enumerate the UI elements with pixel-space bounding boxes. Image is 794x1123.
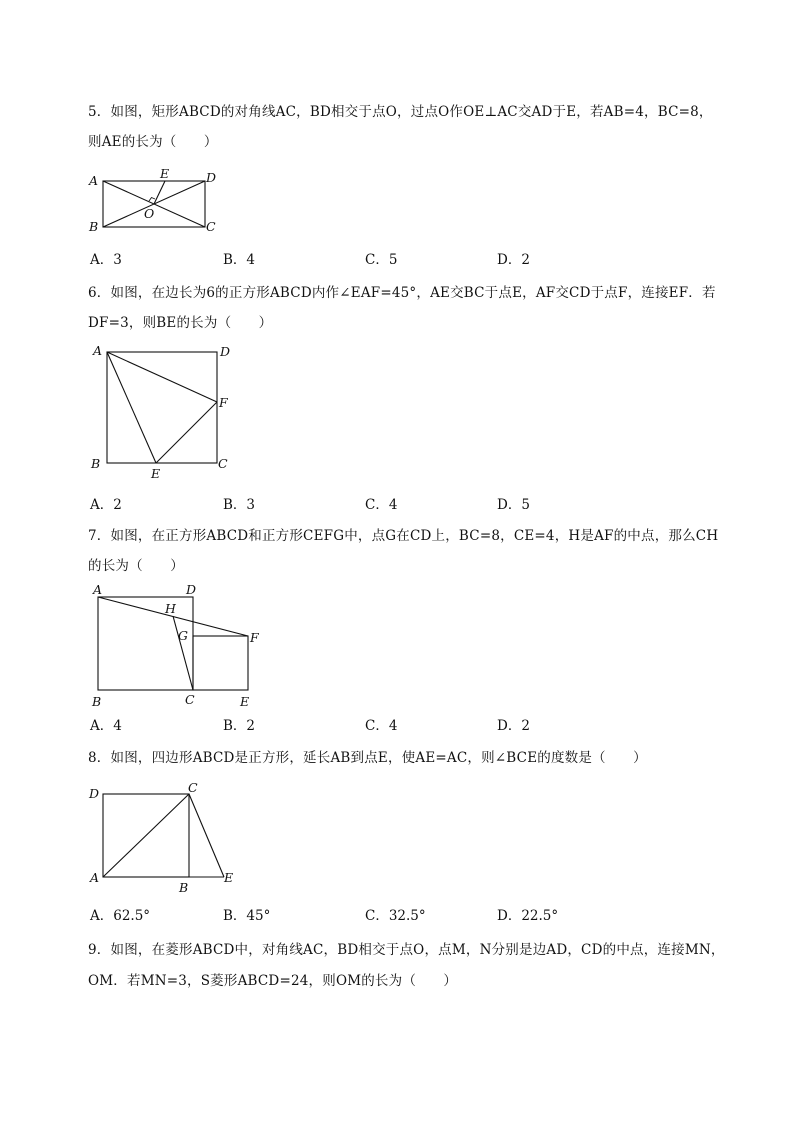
label-b: B (179, 880, 189, 895)
label-a: A (93, 343, 103, 358)
question-7-figure (85, 580, 270, 710)
label-o: O (144, 206, 155, 221)
label-g: G (178, 628, 188, 643)
question-6-figure (85, 340, 245, 485)
segment-ef (156, 402, 217, 463)
question-8-option-d[interactable]: D．22.5° (497, 908, 559, 924)
label-f: F (250, 630, 259, 645)
question-6-line-2: DF=3，则BE的长为（ ） (88, 315, 273, 331)
question-8-option-b[interactable]: B．45° (223, 908, 271, 924)
question-7-option-d[interactable]: D．2 (497, 718, 530, 734)
label-d: D (186, 582, 197, 597)
label-e: E (160, 166, 170, 181)
question-7-option-b[interactable]: B．2 (223, 718, 256, 734)
question-5-option-c[interactable]: C．5 (365, 252, 398, 268)
label-e: E (224, 870, 234, 885)
label-c: C (185, 692, 195, 707)
label-d: D (220, 344, 231, 359)
label-f: F (219, 395, 228, 410)
label-b: B (92, 694, 102, 709)
label-d: D (206, 170, 217, 185)
label-c: C (218, 456, 228, 471)
question-7-option-c[interactable]: C．4 (365, 718, 398, 734)
label-c: C (206, 219, 216, 234)
question-9-line-2: OM．若MN=3，S菱形ABCD=24，则OM的长为（ ） (88, 973, 458, 989)
question-5-line-2: 则AE的长为（ ） (88, 134, 218, 150)
square-abcd (98, 597, 193, 690)
square-cefg (193, 636, 248, 690)
label-b: B (91, 456, 101, 471)
diagonal-ac (103, 794, 189, 877)
label-c: C (188, 780, 198, 795)
segment-ae (107, 352, 156, 463)
question-7-line-2: 的长为（ ） (88, 558, 184, 574)
right-angle-mark (149, 198, 155, 202)
question-8-figure (85, 778, 250, 896)
question-8-option-c[interactable]: C．32.5° (365, 908, 426, 924)
label-a: A (90, 870, 100, 885)
question-5-line-1: 5．如图，矩形ABCD的对角线AC，BD相交于点O，过点O作OE⊥AC交AD于E，若AB=4，BC=8， (88, 104, 713, 120)
question-6-option-b[interactable]: B．3 (223, 497, 256, 513)
label-h: H (165, 601, 176, 616)
label-e: E (151, 466, 161, 481)
question-6-option-c[interactable]: C．4 (365, 497, 398, 513)
question-5-option-b[interactable]: B．4 (223, 252, 256, 268)
question-8-option-a[interactable]: A．62.5° (90, 908, 151, 924)
question-6-option-a[interactable]: A．2 (90, 497, 122, 513)
label-a: A (93, 582, 103, 597)
question-9-line-1: 9．如图，在菱形ABCD中，对角线AC，BD相交于点O，点M，N分别是边AD，CD的中点，连接MN， (88, 942, 725, 958)
segment-ce (189, 794, 224, 877)
label-e: E (240, 694, 250, 709)
label-b: B (89, 219, 99, 234)
segment-af (107, 352, 217, 402)
question-7-line-1: 7．如图，在正方形ABCD和正方形CEFG中，点G在CD上，BC=8，CE=4，H是AF的中点，那么CH (88, 528, 719, 544)
question-6-line-1: 6．如图，在边长为6的正方形ABCD内作∠EAF=45°，AE交BC于点E，AF交CD于点F，连接EF．若 (88, 285, 716, 301)
question-5-option-d[interactable]: D．2 (497, 252, 530, 268)
segment-oe (154, 181, 165, 204)
question-5-option-a[interactable]: A．3 (90, 252, 122, 268)
question-7-option-a[interactable]: A．4 (90, 718, 122, 734)
label-a: A (89, 173, 99, 188)
square-abcd (107, 352, 217, 463)
question-8-line-1: 8．如图，四边形ABCD是正方形，延长AB到点E，使AE=AC，则∠BCE的度数是（ ） (88, 750, 647, 766)
label-d: D (89, 786, 100, 801)
question-5-figure (85, 165, 225, 237)
question-6-option-d[interactable]: D．5 (497, 497, 530, 513)
